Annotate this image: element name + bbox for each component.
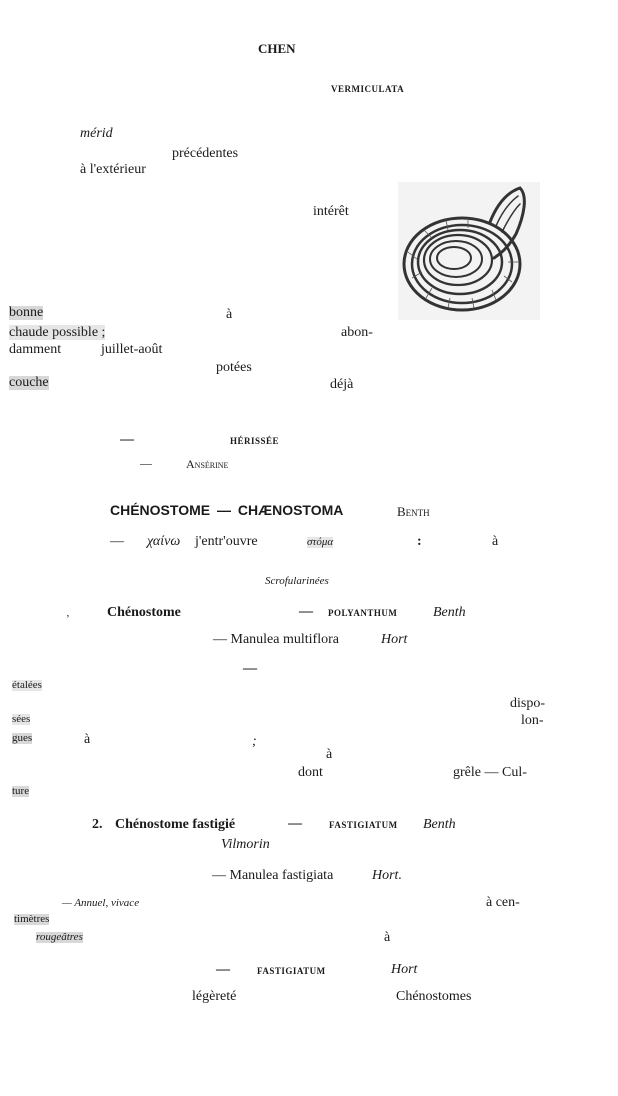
- text-fragment-bonne: bonne: [9, 305, 44, 320]
- text-fragment-dispo: dispo-: [510, 696, 545, 711]
- species-2-source: Vilmorin: [221, 837, 270, 852]
- species-1-dash: —: [299, 604, 313, 619]
- text-fragment-interet: intérêt: [313, 204, 349, 219]
- running-title: CHEN: [258, 41, 296, 56]
- species-1-synonym-author: Hort: [381, 632, 408, 647]
- text-fragment-a: à: [226, 307, 233, 322]
- dash-mark: —: [140, 456, 152, 470]
- species-2-synonym-author: Hort.: [372, 868, 402, 883]
- species-1-latin: POLYANTHUM: [328, 608, 398, 618]
- genus-heading-sep: —: [216, 502, 231, 518]
- species-2-author: Benth: [423, 817, 456, 832]
- text-fragment-couche: couche: [9, 375, 49, 390]
- text-fragment-a-cen: à cen-: [486, 895, 520, 910]
- etymology-dash: —: [110, 534, 124, 549]
- text-fragment-hort: Hort: [391, 962, 418, 977]
- text-fragment-ture: ture: [12, 785, 30, 797]
- genus-heading: [110, 503, 343, 517]
- text-fragment-annuel-vivace: — Annuel, vivace: [62, 897, 140, 909]
- text-fragment-sees: sées: [12, 713, 31, 725]
- text-fragment-gues: gues: [12, 732, 33, 744]
- text-fragment-rougeatres: rougeâtres: [36, 931, 83, 943]
- genus-heading-fr: CHÉNOSTOME: [110, 502, 211, 518]
- etymology-greek-2: στόμα: [307, 536, 334, 548]
- stray-mark: ‚: [66, 607, 70, 619]
- etymology-greek-1: χαίνω: [147, 534, 181, 549]
- etymology-colon: :: [417, 534, 422, 549]
- species-2-dash: —: [288, 816, 302, 831]
- species-2-synonym: — Manulea fastigiata: [212, 868, 334, 883]
- species-2-latin: FASTIGIATUM: [329, 820, 398, 830]
- section-label: VERMICULATA: [331, 84, 405, 94]
- dash-mark: —: [216, 962, 230, 977]
- text-fragment-deja: déjà: [330, 377, 354, 392]
- text-fragment-exterieur: à l'extérieur: [80, 162, 146, 177]
- dash-mark: —: [243, 661, 257, 676]
- text-fragment-lon: lon-: [521, 713, 544, 728]
- species-1-synonym: — Manulea multiflora: [213, 632, 339, 647]
- text-fragment-a: à: [84, 732, 91, 747]
- text-fragment-chenostomes: Chénostomes: [396, 989, 472, 1004]
- species-2-name: Chénostome fastigié: [115, 817, 236, 832]
- text-fragment-chaude-possible-text: chaude possible ;: [9, 325, 106, 340]
- species-2-number: 2.: [92, 817, 103, 832]
- text-fragment-grele-culture: grêle — Cul-: [453, 765, 527, 780]
- etymology-french: j'entr'ouvre: [195, 534, 258, 549]
- text-fragment-ansérine: Ansérine: [186, 457, 229, 471]
- text-fragment-precedentes: précédentes: [172, 146, 239, 161]
- text-fragment-fastigiatum: FASTIGIATUM: [257, 966, 326, 976]
- text-fragment-etalees: étalées: [12, 679, 42, 691]
- species-1-author: Benth: [433, 605, 466, 620]
- text-fragment-legerete: légèreté: [192, 989, 237, 1004]
- text-fragment-herissee: HÉRISSÉE: [230, 436, 280, 446]
- coiled-seed-pod-engraving-icon: [398, 182, 540, 320]
- text-fragment-abon: abon-: [341, 325, 373, 340]
- dash-mark: —: [120, 432, 134, 447]
- genus-heading-lat: CHÆNOSTOMA: [237, 502, 344, 518]
- family-name: Scrofularinées: [265, 575, 329, 587]
- text-fragment-potees: potées: [216, 360, 252, 375]
- etymology-a: à: [492, 534, 499, 549]
- text-fragment-damment: damment: [9, 342, 62, 357]
- text-fragment-merid: mérid: [80, 126, 113, 141]
- text-fragment-juillet-aout: juillet-août: [101, 342, 163, 357]
- text-fragment-dont: dont: [298, 765, 323, 780]
- text-fragment-semicolon: ;: [252, 734, 257, 749]
- text-fragment-a: à: [326, 747, 333, 762]
- text-fragment-a: à: [384, 930, 391, 945]
- text-fragment-timetres: timètres: [14, 913, 50, 925]
- genus-author: Benth: [397, 504, 430, 519]
- species-1-name: Chénostome: [107, 605, 181, 620]
- text-fragment-chaude-possible: [9, 326, 105, 340]
